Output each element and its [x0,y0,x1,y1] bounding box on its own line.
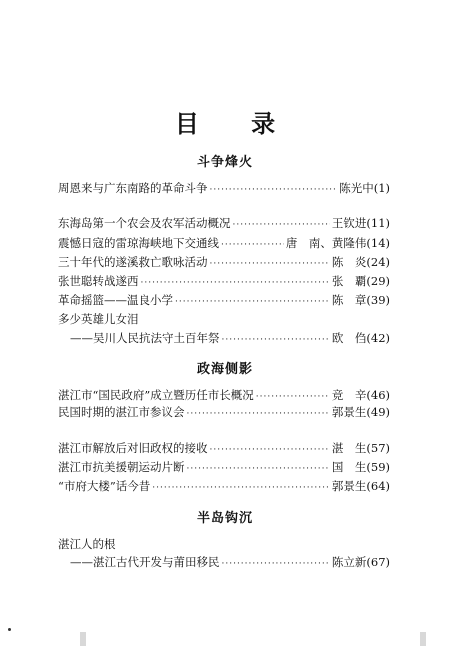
entry-title: 周恩来与广东南路的革命斗争 [58,181,208,195]
scan-speck [8,628,11,631]
toc-entry [58,235,390,251]
scan-edge-mark [420,632,426,646]
entry-title: 湛江市解放后对旧政权的接收 [58,441,208,455]
dot-leader [175,294,330,310]
entry-author-page: 陈立新(67) [331,555,390,569]
dot-leader [152,480,330,496]
section-heading-2: 政海侧影 [196,362,253,377]
entry-title: 三十年代的遂溪救亡歌咏活动 [58,255,208,269]
entry-title: 湛江市“国民政府”成立暨历任市长概况 [58,388,254,402]
toc-entry [58,459,390,475]
section-heading-1: 斗争烽火 [196,155,253,170]
entry-title: 震憾日寇的雷琼海峡地下交通线 [58,236,219,250]
toc-entry [58,273,390,289]
entry-subtitle: ——吴川人民抗法守土百年祭 [70,331,220,345]
entry-author-page: 陈 炎(24) [331,255,390,269]
dot-leader [256,389,330,405]
toc-entry [58,478,390,494]
entry-author-page: 陈光中(1) [339,181,390,195]
page-title: 目 录 [174,110,298,138]
entry-title: 张世聪转战遂西 [58,274,139,288]
toc-entry [58,215,390,231]
dot-leader [222,556,330,572]
dot-leader [141,275,330,291]
toc-entry [58,254,390,270]
entry-title: 湛江人的根 [58,537,116,551]
entry-author-page: 欧 㑇(42) [331,331,390,345]
dot-leader [221,237,284,253]
entry-author-page: 湛 生(57) [331,441,390,455]
toc-entry [58,440,390,456]
toc-entry [58,404,390,420]
entry-subtitle: ——湛江古代开发与莆田移民 [70,555,220,569]
entry-author-page: 唐 南、黄隆伟(14) [285,236,390,250]
entry-title: 革命摇篮——温良小学 [58,293,173,307]
scan-edge-mark [80,632,86,646]
dot-leader [233,217,330,233]
toc-entry [58,387,390,403]
entry-title: 多少英雄儿女泪 [58,312,139,326]
dot-leader [210,182,338,198]
dot-leader [222,332,330,348]
dot-leader [187,406,330,422]
entry-title: 民国时期的湛江市参议会 [58,405,185,419]
entry-author-page: 国 生(59) [331,460,390,474]
toc-entry [70,330,390,346]
dot-leader [210,256,330,272]
dot-leader [187,461,330,477]
entry-title: 湛江市抗美援朝运动片断 [58,460,185,474]
section-heading-3: 半岛钩沉 [196,511,253,526]
dot-leader [210,442,330,458]
entry-author-page: 张 覇(29) [331,274,390,288]
entry-author-page: 竞 辛(46) [331,388,390,402]
entry-author-page: 郭景生(49) [331,405,390,419]
entry-author-page: 郭景生(64) [331,479,390,493]
entry-author-page: 陈 章(39) [331,293,390,307]
entry-title: 东海岛第一个农会及农军活动概况 [58,216,231,230]
entry-author-page: 王钦进(11) [331,216,390,230]
toc-entry [58,292,390,308]
toc-entry [58,180,390,196]
entry-title: “市府大楼”话今昔 [58,479,151,493]
toc-entry [70,554,390,570]
